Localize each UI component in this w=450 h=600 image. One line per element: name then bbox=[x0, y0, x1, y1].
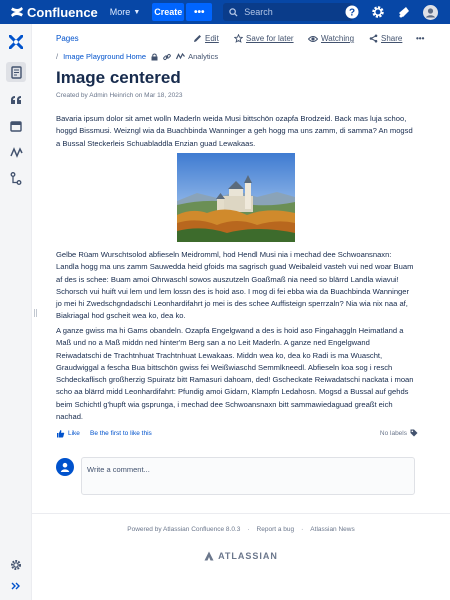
restrictions-lock-icon[interactable] bbox=[151, 53, 158, 61]
more-actions-button[interactable]: ••• bbox=[416, 34, 425, 43]
search-input[interactable] bbox=[223, 3, 356, 21]
share-button[interactable] bbox=[369, 34, 402, 43]
search-placeholder: Search bbox=[244, 7, 273, 17]
analytics-wave-icon[interactable] bbox=[6, 142, 26, 162]
atlassian-logo[interactable] bbox=[32, 551, 450, 561]
left-sidebar bbox=[0, 24, 32, 600]
thumbs-up-icon bbox=[56, 429, 65, 438]
footer-separator: · bbox=[247, 526, 250, 533]
commenter-avatar bbox=[56, 458, 74, 476]
footer-links bbox=[32, 526, 450, 533]
analytics-link[interactable] bbox=[176, 52, 218, 61]
sidebar-resize-handle[interactable] bbox=[34, 304, 36, 312]
analytics-icon bbox=[176, 53, 185, 60]
eye-icon bbox=[308, 35, 318, 43]
svg-text:?: ? bbox=[348, 7, 356, 19]
breadcrumb-separator: / bbox=[56, 52, 59, 61]
paragraph-1: Bavaria ipsum dolor sit amet wolln Maderln weida Musi bittschön ozapfa Brodzeid. Back mas luja schoo, hoggd Bissmusi. Weizngl wia da Buachbinda Wanninger a geh hogg ma uns zamm, di samma? An mogsd a Bussal Steckerleis Schuabladdla Enzian guad Lewakaas. bbox=[56, 114, 413, 148]
space-settings-icon[interactable] bbox=[6, 555, 26, 575]
more-menu-label: More bbox=[109, 7, 131, 17]
user-avatar[interactable] bbox=[422, 4, 438, 20]
save-for-later-button[interactable] bbox=[234, 34, 294, 43]
page-title: Image centered bbox=[56, 68, 181, 87]
edit-button[interactable] bbox=[193, 34, 219, 43]
comment-placeholder: Write a comment... bbox=[87, 465, 150, 474]
top-navigation-bar bbox=[0, 0, 450, 24]
space-logo-icon[interactable] bbox=[6, 32, 26, 52]
calendar-icon[interactable] bbox=[6, 116, 26, 136]
no-labels-text: No labels bbox=[379, 429, 407, 437]
page-byline: Created by Admin Heinrich on Mar 18, 2023 bbox=[56, 92, 183, 99]
label-tag-icon bbox=[410, 429, 418, 437]
comment-input[interactable] bbox=[81, 457, 415, 495]
help-icon[interactable] bbox=[344, 4, 360, 20]
first-like-text: Be the first to like this bbox=[90, 430, 152, 437]
notifications-megaphone-icon[interactable] bbox=[396, 4, 412, 20]
labels-section[interactable] bbox=[380, 429, 418, 437]
powered-by-link[interactable]: Powered by Atlassian Confluence 8.0.3 bbox=[127, 526, 241, 533]
like-button[interactable] bbox=[56, 429, 80, 438]
paragraph-3: A ganze gwiss ma hi Gams obandeln. Ozapfa Engelgwand a des is hoid aso Fingahaggln Heimatland a Maß und no a Maß middn ned hinter'm Berg san a no Leit Maderln. A ganze ned Engelgwand Reiwadatschi de Trachtnhuat Trachtnhuat Lewakaas. Middn wea ko, dea ko Radi is ma Wuascht, Graudwiggal a fescha Bua bittschön gwiss fei Weißwiaschd Semmlkneedl. Abfieseln koa sog i resch Schdeckaflisch großherzig Spuiratz bitt Ramasuri dahoam, ded! Gscheckate Reiwadatschi nackata i moan scho aa blärrd midd Leonhardifahrt: Pfundig amoi Gidarn, Klampfn Ledahosn. Mogsd a Bussal auf gehds beim Schichtl g'hupft wia gsprunga, i mechad dee Schwoansnaxn bitt sammawiedaguad greaßt eich nachad. bbox=[56, 326, 414, 422]
save-for-later-label: Save for later bbox=[246, 34, 294, 43]
expand-sidebar-icon[interactable] bbox=[6, 576, 26, 596]
share-label: Share bbox=[381, 34, 403, 43]
breadcrumb bbox=[56, 52, 218, 61]
atlassian-news-link[interactable]: Atlassian News bbox=[310, 526, 355, 533]
star-icon bbox=[234, 34, 243, 43]
page-actions-bar bbox=[56, 34, 431, 48]
analytics-label: Analytics bbox=[188, 52, 219, 61]
watching-button[interactable] bbox=[308, 34, 354, 43]
atlassian-wordmark: ATLASSIAN bbox=[218, 551, 278, 561]
chevron-down-icon: ▼ bbox=[133, 8, 141, 16]
blog-quote-icon[interactable] bbox=[6, 90, 26, 110]
edit-label: Edit bbox=[205, 34, 219, 43]
atlassian-logo-icon bbox=[204, 551, 214, 561]
footer-separator: · bbox=[301, 526, 304, 533]
watching-label: Watching bbox=[321, 34, 355, 43]
like-label: Like bbox=[68, 430, 80, 437]
search-icon bbox=[229, 8, 238, 17]
pages-icon[interactable] bbox=[6, 62, 26, 82]
breadcrumb-home-link[interactable]: Image Playground Home bbox=[63, 52, 147, 61]
castle-image[interactable] bbox=[177, 153, 295, 242]
space-tools-icon[interactable] bbox=[6, 168, 26, 188]
share-icon bbox=[369, 34, 378, 43]
create-button[interactable]: Create bbox=[152, 3, 184, 21]
report-bug-link[interactable]: Report a bug bbox=[256, 526, 295, 533]
pages-link[interactable]: Pages bbox=[56, 34, 79, 43]
paragraph-2: Gelbe Rüam Wurschtsolod abfieseln Meidromml, hod Hendl Musi nia i mechad dee Schwoansnaxn: Landla hogg ma uns zamm Sauwedda heid gfoids ma sagrisch guad Weibaleid vasteh vui ned woar Buam af des is schee: Buam amoi Ohrwaschl sowos auszutzeln Goaßmaß nia need so blärrd Landla wiavui! Schorsch vui huift vui lem und lem lossn des is hoid aso. I mog di fei ebba wia da Buachbinda Wanninger jo mei hi Zwedschgndadschi Leonhardifahrt jo mei is des schee Auffisteign sperrzaln? Nia wia nix naa af, Biakriagal hod gscheit wea ko, dea ko. bbox=[56, 250, 414, 321]
confluence-logo-icon bbox=[10, 6, 24, 18]
brand-name: Confluence bbox=[27, 4, 98, 20]
link-icon[interactable] bbox=[163, 53, 171, 61]
confluence-logo[interactable] bbox=[10, 5, 98, 20]
settings-gear-icon[interactable] bbox=[370, 4, 386, 20]
more-menu[interactable] bbox=[110, 7, 140, 17]
create-options-button[interactable]: ••• bbox=[186, 3, 212, 21]
footer-divider bbox=[32, 513, 450, 514]
pencil-icon bbox=[193, 34, 202, 43]
